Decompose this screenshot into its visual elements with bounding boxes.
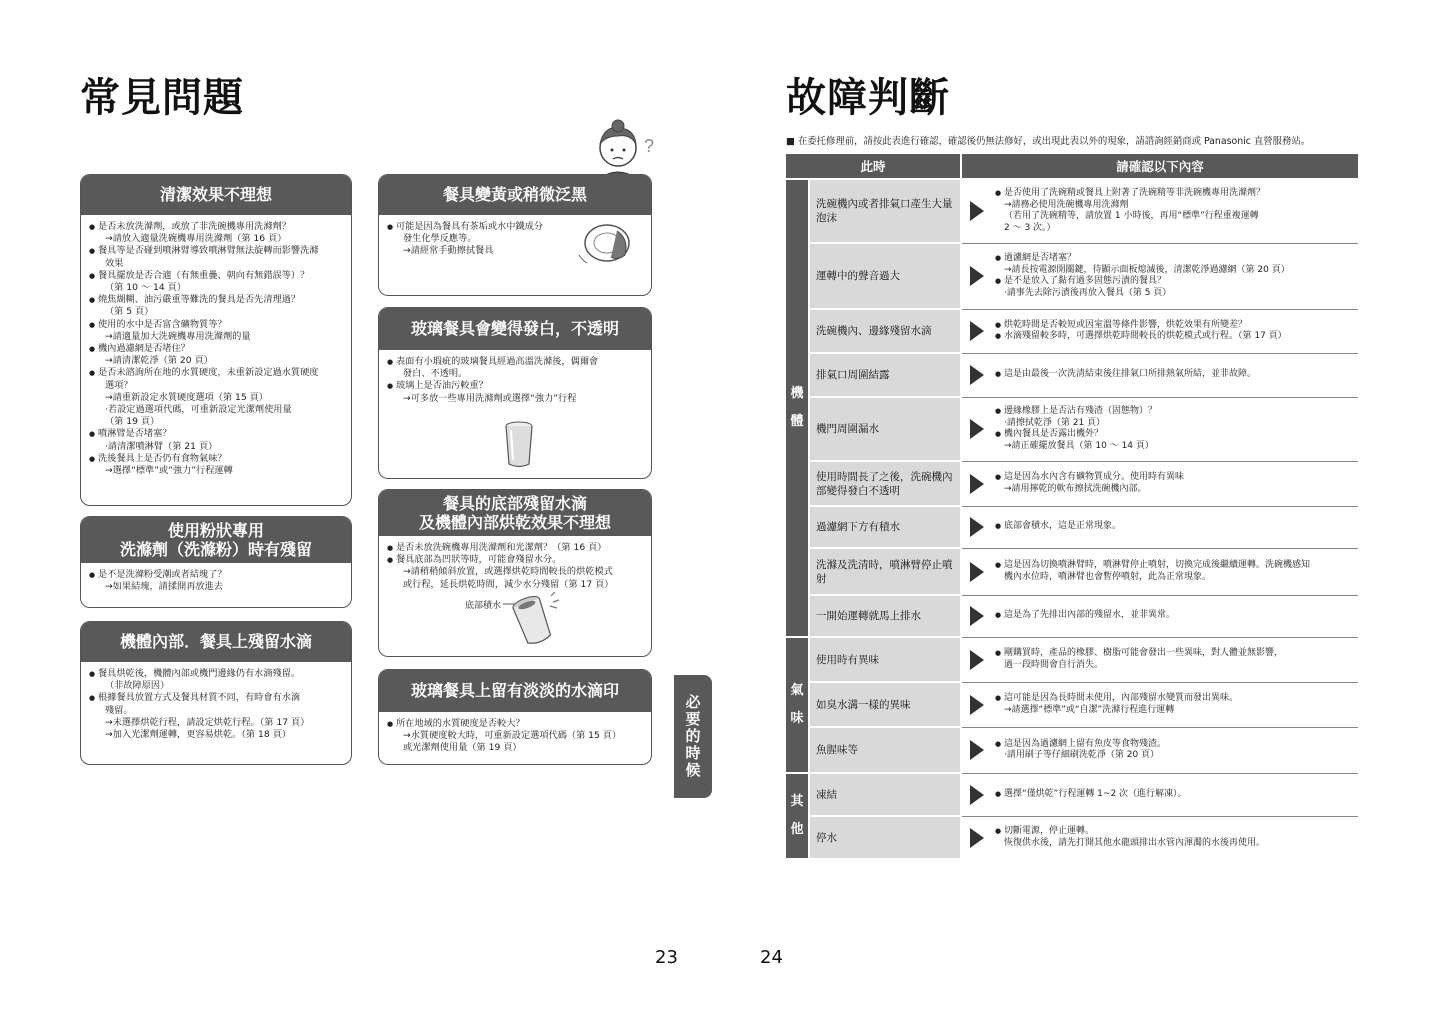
faq-box-bottom-heading-line2: 及機體內部烘乾效果不理想	[418, 513, 611, 532]
box-line: ● 是否未放洗滌劑，或放了非洗碗機專用洗滌劑？	[89, 221, 343, 233]
symptom-cell: 凍結	[810, 774, 960, 815]
arrow-right-icon	[970, 321, 984, 341]
box-line: ● 燒焦煳糊、油污嚴重等難洗的餐具是否先清理過？	[89, 294, 343, 306]
box-line: ● 使用的水中是否富含礦物質等？	[89, 319, 343, 331]
row-divider	[962, 353, 1358, 354]
box-line: （第 19 頁）	[105, 416, 160, 428]
glass-illustration	[503, 420, 535, 470]
faq-box-powder-heading-line2: 洗滌劑（洗滌粉）時有殘留	[119, 540, 312, 559]
row-divider	[962, 461, 1358, 462]
symptom-cell: 排氣口周圍結露	[810, 354, 960, 396]
faq-box-bottom-residue	[378, 489, 652, 657]
arrow-right-icon	[970, 365, 984, 385]
faq-box-bottom-residue-heading	[379, 490, 651, 536]
box-line: 選項？	[105, 379, 133, 391]
arrow-right-icon	[970, 562, 984, 582]
check-line: 過一段時間會自行消失。	[1004, 659, 1104, 670]
box-line: ·請清潔噴淋臂（第 21 頁）	[105, 440, 218, 452]
troubleshooting-row	[810, 507, 1360, 547]
category-char: 味	[790, 711, 804, 726]
symptom-cell: 一開始運轉就馬上排水	[810, 596, 960, 636]
check-line: ● 這是為了先排出內部的殘留水，並非異常。	[995, 610, 1356, 622]
box-line: 或行程，延長烘乾時間，減少水分殘留（第 17 頁）	[403, 578, 614, 590]
column-header-check: 請確認以下內容	[962, 154, 1358, 178]
cup-illustration	[503, 592, 563, 650]
box-line: 效果	[105, 257, 124, 269]
row-divider	[962, 506, 1358, 507]
faq-box-glass-cloudy	[378, 307, 652, 479]
check-line: →請正確擺放餐具（第 10 ～ 14 頁）	[1004, 440, 1154, 451]
box-line: ● 是否未放洗碗機專用洗滌劑和光潔劑？（第 16 頁）	[387, 542, 643, 554]
box-line: ·若設定過選項代碼，可重新設定光潔劑使用量	[105, 404, 292, 416]
check-cell	[995, 310, 1360, 352]
symptom-cell: 洗滌及洗清時，噴淋臂停止噴射	[810, 549, 960, 594]
bottom-water-caption: 底部積水	[465, 601, 502, 611]
check-line: ● 這是因為過濾網上留有魚皮等食物殘渣。	[995, 739, 1356, 751]
arrow-right-icon	[970, 740, 984, 760]
box-line: →請稍稍傾斜放置，或選擇烘乾時間較長的烘乾模式	[403, 566, 613, 578]
check-line: （若用了洗碗精等，請放置 1 小時後，再用“標準”行程重複運轉	[1004, 211, 1259, 221]
troubleshooting-row	[810, 817, 1360, 858]
box-line: ● 噴淋臂是否堵塞？	[89, 428, 343, 440]
troubleshooting-row	[810, 596, 1360, 636]
check-line: ● 切斷電源，停止運轉。	[995, 826, 1356, 838]
check-line: 恢復供水後，請先打開其他水龍頭排出水管內渾濁的水後再使用。	[1004, 837, 1266, 848]
check-cell	[995, 774, 1360, 815]
row-divider	[962, 637, 1358, 638]
side-tab-when-necessary: 必要的時候	[674, 675, 712, 798]
faq-box-cleaning-heading: 清潔效果不理想	[81, 175, 351, 215]
arrow-right-icon	[970, 266, 984, 286]
check-cell	[995, 180, 1360, 242]
category-smell	[786, 638, 808, 772]
row-divider	[962, 595, 1358, 596]
faq-box-cleaning-body	[81, 215, 351, 483]
column-header-when: 此時	[786, 154, 960, 178]
faq-box-yellowing	[378, 174, 652, 296]
box-line: ● 餐具底部為凹狀等時，可能會殘留水分。	[387, 554, 643, 566]
symptom-cell: 過濾網下方有積水	[810, 507, 960, 547]
faq-box-water-drops-heading: 機體內部．餐具上殘留水滴	[81, 622, 351, 662]
plate-wiping-illustration	[577, 221, 637, 267]
check-cell	[995, 638, 1360, 681]
check-cell	[995, 549, 1360, 594]
check-cell	[995, 354, 1360, 396]
symptom-cell: 洗碗機內、邊緣殘留水滴	[810, 310, 960, 352]
troubleshooting-row	[810, 728, 1360, 772]
arrow-right-icon	[970, 785, 984, 805]
box-line: ● 是不是洗滌粉受潮或者結塊了？	[89, 569, 343, 581]
check-line: ● 底部會積水，這是正常現象。	[995, 521, 1356, 533]
faq-box-bottom-heading-line1: 餐具的底部殘留水滴	[442, 493, 587, 513]
faq-box-water-spots-heading: 玻璃餐具上留有淡淡的水滴印	[379, 670, 651, 712]
box-line: →請清潔乾淨（第 20 頁）	[105, 355, 213, 367]
check-cell	[995, 244, 1360, 308]
box-line: 或光潔劑使用量（第 19 頁）	[403, 742, 522, 754]
troubleshooting-intro: ■ 在委托修理前，請按此表進行確認，確認後仍無法修好，或出現此表以外的現象，請諮詢經銷商或 Panasonic 直營服務站。	[786, 136, 1311, 147]
arrow-right-icon	[970, 695, 984, 715]
row-divider	[962, 682, 1358, 683]
symptom-cell: 使用時有異味	[810, 638, 960, 681]
box-line: ● 機內過濾網是否堵住？	[89, 343, 343, 355]
box-line: （第 10 ～ 14 頁）	[105, 282, 187, 294]
check-line: ● 這可能是因為長時間未使用，內部殘留水變質而發出異味。	[995, 693, 1356, 705]
box-line: 發白、不透明。	[403, 368, 468, 380]
row-divider	[962, 309, 1358, 310]
box-line: →水質硬度較大時，可重新設定選項代碼（第 15 頁）	[403, 730, 622, 742]
box-line: ● 餐具等是否碰到噴淋臂導致噴淋臂無法旋轉而影響洗滌	[89, 245, 343, 257]
check-line: ● 水滴殘留較多時，可選擇烘乾時間較長的烘乾模式或行程。（第 17 頁）	[995, 331, 1356, 343]
row-divider	[962, 816, 1358, 817]
page-title-faq: 常見問題	[80, 75, 244, 121]
check-cell	[995, 817, 1360, 858]
troubleshooting-row	[810, 549, 1360, 594]
symptom-cell: 停水	[810, 817, 960, 858]
troubleshooting-row	[810, 310, 1360, 352]
category-char: 氣	[790, 683, 804, 698]
arrow-right-icon	[970, 606, 984, 626]
troubleshooting-row	[810, 244, 1360, 308]
faq-box-bottom-residue-body	[379, 536, 651, 597]
box-line: （非故障原因）	[105, 680, 170, 692]
troubleshooting-row	[810, 638, 1360, 681]
symptom-cell: 機門周圍漏水	[810, 398, 960, 460]
box-line: →請適量加大洗碗機專用洗滌劑的量	[105, 330, 251, 342]
check-cell	[995, 728, 1360, 772]
page-number-right: 24	[760, 947, 783, 968]
check-line: ● 剛購買時，產品的橡膠、樹脂可能會發出一些異味，對人體並無影響，	[995, 648, 1356, 660]
faq-box-glass-cloudy-heading: 玻璃餐具會變得發白，不透明	[379, 308, 651, 350]
box-line: →如果結塊，請揉開再放進去	[105, 581, 223, 593]
box-line: →選擇“標準”或“強力”行程運轉	[105, 465, 233, 477]
troubleshooting-row	[810, 398, 1360, 460]
check-line: ·請用刷子等仔細刷洗乾淨（第 20 頁）	[1004, 750, 1160, 760]
arrow-right-icon	[970, 474, 984, 494]
check-line: ·請事先去除污漬後再放入餐具（第 5 頁）	[1004, 287, 1172, 298]
symptom-cell: 運轉中的聲音過大	[810, 244, 960, 308]
arrow-right-icon	[970, 828, 984, 848]
check-line: ·請擦拭乾淨（第 21 頁）	[1004, 417, 1106, 428]
box-line: ● 可能是因為餐具有茶垢或水中鐵成分	[387, 221, 643, 233]
svg-text:?: ?	[644, 136, 655, 156]
arrow-right-icon	[970, 650, 984, 670]
page-number-left: 23	[655, 947, 678, 968]
faq-box-water-spots-body	[379, 712, 651, 761]
category-char: 其	[790, 794, 804, 809]
check-line: 2 ～ 3 次。）	[1004, 222, 1056, 233]
troubleshooting-row	[810, 462, 1360, 505]
row-divider	[962, 727, 1358, 728]
category-other	[786, 774, 808, 858]
faq-box-water-drops-body	[81, 662, 351, 747]
faq-box-glass-cloudy-body	[379, 350, 651, 411]
arrow-right-icon	[970, 419, 984, 439]
faq-box-water-spots	[378, 669, 652, 765]
check-line: ● 機內餐具是否露出機外？	[995, 429, 1356, 441]
box-line: →未選擇烘乾行程，請設定烘乾行程。（第 17 頁）	[105, 716, 310, 728]
check-cell	[995, 683, 1360, 726]
box-line: ● 餐具烘乾後，機體內部或機門邊緣仍有水滴殘留。	[89, 668, 343, 680]
category-char: 機	[790, 386, 804, 401]
row-divider	[962, 397, 1358, 398]
box-line: →請重新設定水質硬度選項（第 15 頁）	[105, 391, 269, 403]
symptom-cell: 如臭水溝一樣的異味	[810, 683, 960, 726]
symptom-cell: 魚腥味等	[810, 728, 960, 772]
box-line: ● 玻璃上是否油污較重？	[387, 380, 643, 392]
check-line: →請務必使用洗碗機專用洗滌劑	[1004, 199, 1129, 210]
faq-box-powder-heading	[81, 517, 351, 563]
check-cell	[995, 398, 1360, 460]
check-line: ● 烘乾時間是否較短或因室溫等條件影響，烘乾效果有所變差？	[995, 320, 1356, 332]
faq-box-powder-residue	[80, 516, 352, 608]
check-cell	[995, 596, 1360, 636]
box-line: ● 表面有小瑕疵的玻璃餐具經過高溫洗滌後，偶爾會	[387, 356, 643, 368]
box-line: →加入光潔劑運轉，更容易烘乾。（第 18 頁）	[105, 729, 292, 741]
check-cell	[995, 462, 1360, 505]
faq-box-yellowing-heading: 餐具變黃或稍微泛黑	[379, 175, 651, 215]
faq-box-cleaning	[80, 174, 352, 506]
troubleshooting-row	[810, 774, 1360, 815]
arrow-right-icon	[970, 201, 984, 221]
symptom-cell: 洗碗機內或者排氣口產生大量泡沫	[810, 180, 960, 242]
check-line: ● 這是因為水內含有礦物質成分。使用時有異味	[995, 472, 1356, 484]
box-line: 殘留。	[105, 704, 133, 716]
row-divider	[962, 773, 1358, 774]
category-body	[786, 180, 808, 636]
check-line: 機內水位時，噴淋臂也會暫停噴射，此為正常現象。	[1004, 571, 1212, 582]
box-line: ● 是否未諮詢所在地的水質硬度，未重新設定過水質硬度	[89, 367, 343, 379]
check-line: ● 選擇“僅烘乾”行程運轉 1~2 次（進行解凍）。	[995, 789, 1356, 801]
check-line: ● 是不是放入了黏有過多固態污漬的餐具？	[995, 276, 1356, 288]
box-line: →請經常手動擦拭餐具	[403, 245, 494, 257]
box-line: →可多放一些專用洗滌劑或選擇“強力”行程	[403, 392, 577, 404]
box-line: 發生化學反應等。	[403, 233, 477, 245]
check-line: ● 邊緣橡膠上是否沾有殘渣（固態物）？	[995, 406, 1356, 418]
page-title-troubleshooting: 故障判斷	[786, 75, 950, 121]
row-divider	[962, 243, 1358, 244]
box-line: ● 洗後餐具上是否仍有食物氣味？	[89, 453, 343, 465]
check-line: ● 這是因為切換噴淋臂時，噴淋臂停止噴射，切換完成後繼續運轉。洗碗機感知	[995, 560, 1356, 572]
check-line: →請用擰乾的軟布擦拭洗碗機內部。	[1004, 483, 1147, 494]
box-line: →請放入適量洗碗機專用洗滌劑（第 16 頁）	[105, 233, 287, 245]
faq-box-powder-body	[81, 563, 351, 599]
category-char: 他	[790, 822, 804, 837]
box-line: ● 所在地域的水質硬度是否較大？	[387, 718, 643, 730]
box-line: ● 餐具擺放是否合適（有無重疊、朝向有無錯誤等）？	[89, 270, 343, 282]
check-line: ● 是否使用了洗碗精或餐具上附著了洗碗精等非洗碗機專用洗滌劑？	[995, 188, 1356, 200]
check-line: →請選擇“標準”或“自潔”洗滌行程進行運轉	[1004, 704, 1175, 715]
category-char: 體	[790, 414, 804, 429]
faq-box-powder-heading-line1: 使用粉狀專用	[167, 520, 264, 540]
row-divider	[962, 548, 1358, 549]
box-line: ● 根據餐具放置方式及餐具材質不同，有時會有水滴	[89, 692, 343, 704]
arrow-right-icon	[970, 517, 984, 537]
troubleshooting-row	[810, 683, 1360, 726]
symptom-cell: 使用時間長了之後，洗碗機內部變得發白不透明	[810, 462, 960, 505]
check-line: ● 這是由最後一次洗清結束後往排氣口所排熱氣所結，並非故障。	[995, 369, 1356, 381]
check-line: →請長按電源開關鍵，待顯示面板熄滅後，清潔乾淨過濾網（第 20 頁）	[1004, 264, 1290, 275]
box-line: （第 5 頁）	[105, 306, 154, 318]
check-line: ● 過濾網是否堵塞？	[995, 253, 1356, 265]
check-cell	[995, 507, 1360, 547]
faq-box-water-drops	[80, 621, 352, 765]
troubleshooting-row	[810, 354, 1360, 396]
troubleshooting-row	[810, 180, 1360, 242]
